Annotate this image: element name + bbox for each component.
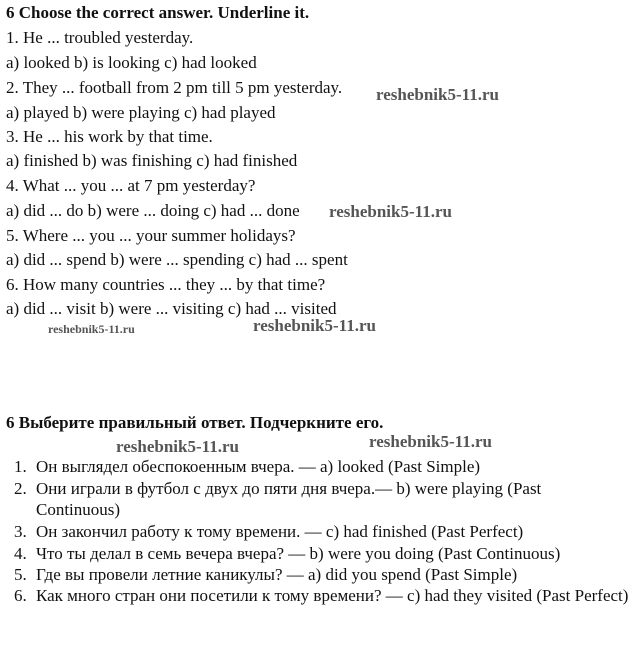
item-number: 3. xyxy=(14,522,27,541)
item-text: Он закончил работу к тому времени. — c) had finished (Past Perfect) xyxy=(36,522,524,541)
question-line: 4. What ... you ... at 7 pm yesterday? xyxy=(6,176,256,195)
watermark: reshebnik5-11.ru xyxy=(369,432,492,451)
answer-list-item xyxy=(14,585,629,606)
answer-options-line: a) did ... spend b) were ... spending c) had ... spent xyxy=(6,250,348,269)
watermark: reshebnik5-11.ru xyxy=(376,85,499,104)
question-line: 3. He ... his work by that time. xyxy=(6,127,213,146)
item-text: Что ты делал в семь вечера вчера? — b) were you doing (Past Continuous) xyxy=(36,544,561,563)
item-text: Где вы провели летние каникулы? — a) did you spend (Past Simple) xyxy=(36,565,518,584)
question-line: 6. How many countries ... they ... by that time? xyxy=(6,275,326,294)
item-number: 5. xyxy=(14,565,27,584)
exercise-heading-ru: 6 Выберите правильный ответ. Подчеркните его. xyxy=(6,413,384,432)
answer-list-item xyxy=(14,543,629,564)
answer-list-item xyxy=(14,456,629,477)
item-text: Он выглядел обеспокоенным вчера. — a) looked (Past Simple) xyxy=(36,457,481,476)
answer-options-line: a) did ... do b) were ... doing c) had ... done xyxy=(6,201,300,220)
answer-options-line: a) did ... visit b) were ... visiting c) had ... visited xyxy=(6,299,337,318)
question-line: 1. He ... troubled yesterday. xyxy=(6,28,194,47)
answer-list-item xyxy=(14,521,629,542)
item-text: Они играли в футбол с двух до пяти дня вчера.— b) were playing (Past Continuous) xyxy=(36,479,542,519)
item-number: 6. xyxy=(14,586,27,605)
watermark: reshebnik5-11.ru xyxy=(116,437,239,456)
answer-options-line: a) played b) were playing c) had played xyxy=(6,103,276,122)
answer-options-line: a) looked b) is looking c) had looked xyxy=(6,53,257,72)
item-number: 1. xyxy=(14,457,27,476)
item-text: Как много стран они посетили к тому времени? — c) had they visited (Past Perfect) xyxy=(36,586,629,605)
item-number: 2. xyxy=(14,479,27,498)
watermark: reshebnik5-11.ru xyxy=(48,322,135,336)
exercise-heading-en: 6 Choose the correct answer. Underline it. xyxy=(6,3,310,22)
item-number: 4. xyxy=(14,544,27,563)
question-line: 5. Where ... you ... your summer holidays? xyxy=(6,226,296,245)
answer-options-line: a) finished b) was finishing c) had finished xyxy=(6,151,298,170)
watermark: reshebnik5-11.ru xyxy=(329,202,452,221)
answer-list-item xyxy=(14,478,629,520)
answer-list-item xyxy=(14,564,629,585)
question-line: 2. They ... football from 2 pm till 5 pm yesterday. xyxy=(6,78,343,97)
watermark: reshebnik5-11.ru xyxy=(253,316,376,335)
